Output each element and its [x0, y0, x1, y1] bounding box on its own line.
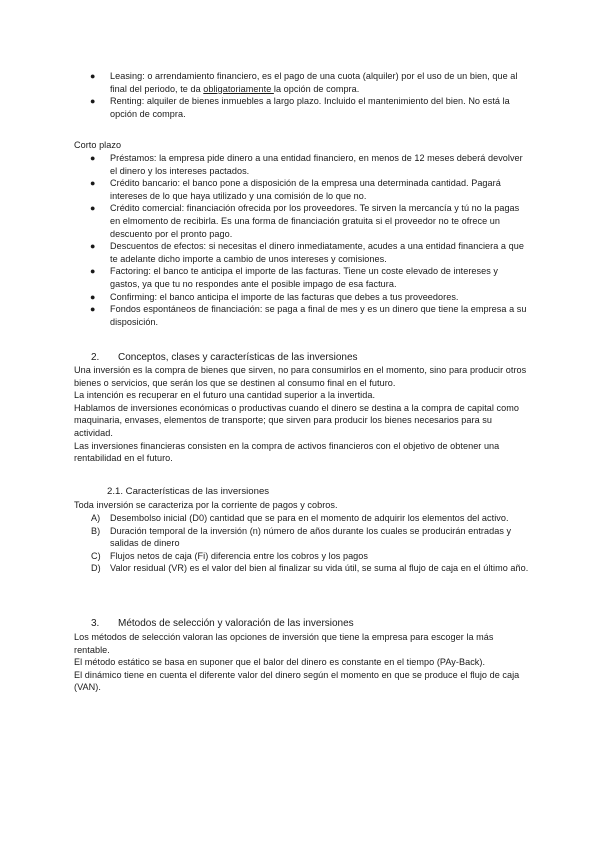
subsection-intro: Toda inversión se caracteriza por la corriente de pagos y cobros.	[74, 500, 338, 510]
list-item	[74, 177, 530, 202]
list-item-text: Confirming: el banco anticipa el importe de las facturas que debes a tus proveedores.	[110, 291, 459, 302]
bullet-icon: ●	[90, 71, 96, 81]
list-marker: D)	[91, 563, 101, 574]
list-item-text: Renting: alquiler de bienes inmuebles a largo plazo. Incluido el mantenimiento del bien. No está la opción de compra.	[110, 96, 510, 119]
section-3-heading	[74, 617, 530, 630]
list-item	[74, 303, 530, 328]
list-item	[74, 240, 530, 265]
bullet-icon: ●	[90, 96, 96, 107]
list-item-text: Descuentos de efectos: si necesitas el dinero inmediatamente, acudes a una entidad financiera a que te adelante dicho importe a cambio de unos intereses y comisiones.	[110, 241, 524, 264]
corto-plazo-list	[74, 152, 530, 328]
paragraph: Una inversión es la compra de bienes que sirven, no para consumirlos en el momento, sino para producir otros bienes o servicios, que serán los que se destinen al consumo final en el futuro.	[74, 365, 527, 388]
bullet-icon: ●	[90, 178, 96, 189]
list-item	[74, 202, 530, 240]
list-item	[74, 291, 530, 304]
list-item-text: Valor residual (VR) es el valor del bien al finalizar su vida útil, se suma al flujo de caja en el último año.	[110, 563, 529, 574]
paragraph: La intención es recuperar en el futuro una cantidad superior a la invertida.	[74, 390, 376, 401]
bullet-icon: ●	[90, 266, 96, 277]
section-2-heading	[74, 351, 530, 364]
section-title: Métodos de selección y valoración de las inversiones	[118, 618, 354, 629]
bullet-icon: ●	[90, 203, 96, 214]
bullet-icon: ●	[90, 304, 96, 315]
bullet-icon: ●	[90, 241, 96, 252]
bullet-icon: ●	[90, 291, 96, 302]
leasing-list	[74, 70, 530, 120]
paragraph: El dinámico tiene en cuenta el diferente valor del dinero según el momento en que se produce el flujo de caja (VAN).	[74, 669, 520, 693]
list-item	[74, 70, 530, 95]
list-item-text: Leasing: o arrendamiento financiero, es el pago de una cuota (alquiler) por el uso de un bien, que al final del periodo, te da	[110, 71, 518, 94]
list-marker: B)	[91, 525, 101, 536]
section-title: Conceptos, clases y características de las inversiones	[118, 352, 358, 363]
list-item	[74, 525, 530, 550]
list-item	[74, 95, 530, 120]
paragraph: Los métodos de selección valoran las opciones de inversión que tiene la empresa para escoger la más rentable.	[74, 632, 494, 655]
list-item-text: Préstamos: la empresa pide dinero a una entidad financiero, en menos de 12 meses deberá devolver el dinero y los intereses pactados.	[110, 153, 523, 176]
list-item	[74, 265, 530, 290]
list-item	[74, 562, 530, 575]
list-item	[74, 550, 530, 563]
list-item-text-tail: la opción de compra.	[273, 83, 360, 94]
section-number: 2.	[91, 352, 100, 363]
paragraph: Hablamos de inversiones económicas o productivas cuando el dinero se destina a la compra de capital como maquinaria, envases, elementos de transporte; que sirven para producir los bienes necesarios para su actividad.	[74, 402, 519, 438]
list-item-text: Factoring: el banco te anticipa el importe de las facturas. Tiene un coste elevado de intereses y gastos, ya que tu no respondes ante el posible impago de esa factura.	[110, 266, 499, 289]
list-item-text: Fondos espontáneos de financiación: se paga a final de mes y es un dinero que tiene la empresa a su disposición.	[110, 304, 527, 327]
subsection-heading: 2.1. Características de las inversiones	[107, 486, 270, 497]
corto-plazo-heading: Corto plazo	[74, 140, 122, 150]
section-3-body	[74, 631, 530, 694]
paragraph: El método estático se basa en suponer que el balor del dinero es constante en el tiempo (PAy-Back).	[74, 657, 486, 668]
list-marker: A)	[91, 513, 101, 523]
paragraph: Las inversiones financieras consisten en la compra de activos financieros con el objetivo de obtener una rentabilidad en el futuro.	[74, 440, 500, 464]
list-item	[74, 512, 530, 525]
list-marker: C)	[91, 550, 101, 561]
bullet-icon: ●	[90, 153, 96, 163]
underlined-word: obligatoriamente	[203, 83, 274, 94]
list-item-text: Desembolso inicial (D0) cantidad que se para en el momento de adquirir los elementos del activo.	[110, 513, 509, 523]
list-item	[74, 152, 530, 177]
list-item-text: Crédito comercial: financiación ofrecida por los proveedores. Te sirven la mercancía y tú no la pagas en elmomento de recibirla. Es una forma de financiación gratuita si el proveedor no te ofrece un descuento por el pronto pago.	[110, 203, 520, 239]
list-item-text: Flujos netos de caja (Fi) diferencia entre los cobros y los pagos	[110, 550, 368, 561]
list-item-text: Duración temporal de la inversión (n) número de años durante los cuales se producirán entradas y salidas de dinero	[110, 525, 512, 549]
list-item-text: Crédito bancario: el banco pone a disposición de la empresa una determinada cantidad. Pagará intereses de lo que haya utilizado y una comisión de lo que no.	[110, 178, 501, 201]
characteristics-list	[74, 512, 530, 575]
section-2-body	[74, 364, 530, 465]
section-number: 3.	[91, 618, 100, 629]
